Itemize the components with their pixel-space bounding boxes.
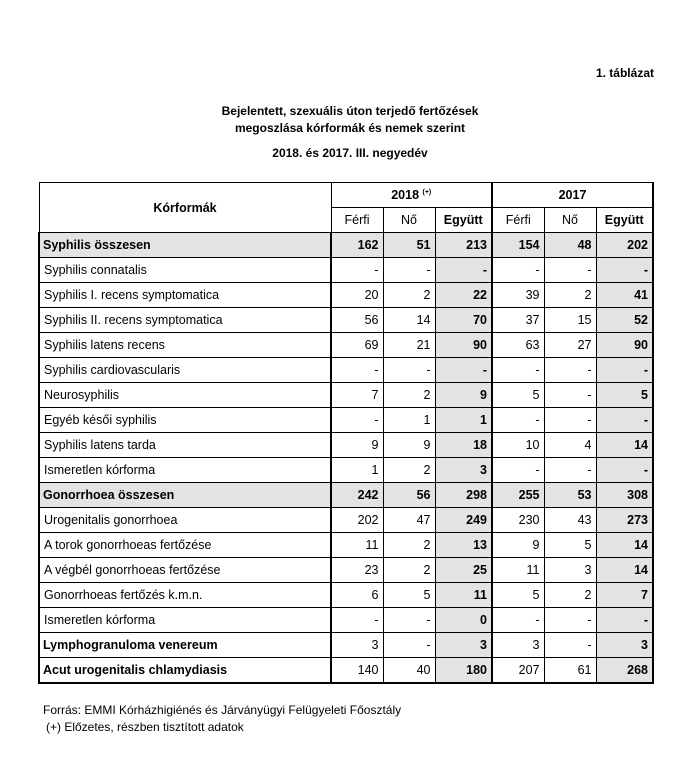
cell-2018-no: 56: [383, 483, 435, 508]
table-row: [39, 433, 653, 458]
cell-2017-ferfi: 9: [492, 533, 544, 558]
cell-2018-ferfi: -: [331, 258, 383, 283]
table-row: [39, 633, 653, 658]
cell-2017-ferfi: -: [492, 608, 544, 633]
cell-2017-ferfi: 3: [492, 633, 544, 658]
table-row: [39, 408, 653, 433]
table-row: [39, 508, 653, 533]
cell-2018-no: -: [383, 258, 435, 283]
table-row: [39, 458, 653, 483]
row-label: Syphilis connatalis: [39, 258, 331, 283]
table-body: [39, 233, 653, 684]
cell-2018-egyutt: 22: [435, 283, 492, 308]
cell-2018-ferfi: 20: [331, 283, 383, 308]
table-number: 1. táblázat: [595, 66, 654, 80]
footer-source: Forrás: EMMI Kórházhigiénés és Járványügyi Felügyeleti Főosztály: [43, 703, 402, 717]
table-row: [39, 558, 653, 583]
cell-2017-no: 2: [544, 583, 596, 608]
cell-2018-ferfi: -: [331, 408, 383, 433]
cell-2018-egyutt: -: [435, 358, 492, 383]
cell-2017-egyutt: 14: [596, 533, 653, 558]
cell-2017-ferfi: 5: [492, 383, 544, 408]
cell-2017-egyutt: -: [596, 458, 653, 483]
table-row: [39, 233, 653, 258]
cell-2017-egyutt: -: [596, 408, 653, 433]
cell-2017-egyutt: 14: [596, 433, 653, 458]
cell-2017-egyutt: 90: [596, 333, 653, 358]
cell-2017-egyutt: 7: [596, 583, 653, 608]
cell-2018-ferfi: 7: [331, 383, 383, 408]
table-row: [39, 608, 653, 633]
row-label: Syphilis cardiovascularis: [39, 358, 331, 383]
cell-2018-egyutt: 180: [435, 658, 492, 684]
table-row: [39, 283, 653, 308]
cell-2017-no: 43: [544, 508, 596, 533]
cell-2018-ferfi: 1: [331, 458, 383, 483]
table-row: [39, 483, 653, 508]
cell-2018-no: 9: [383, 433, 435, 458]
cell-2017-ferfi: 11: [492, 558, 544, 583]
cell-2018-no: 2: [383, 283, 435, 308]
header-year-2018: [331, 183, 492, 208]
row-label: Urogenitalis gonorrhoea: [39, 508, 331, 533]
table-row: [39, 358, 653, 383]
cell-2017-no: 4: [544, 433, 596, 458]
row-label: Ismeretlen kórforma: [39, 458, 331, 483]
cell-2017-egyutt: 202: [596, 233, 653, 258]
cell-2017-egyutt: 273: [596, 508, 653, 533]
cell-2018-no: 2: [383, 533, 435, 558]
cell-2017-ferfi: 230: [492, 508, 544, 533]
cell-2018-no: 21: [383, 333, 435, 358]
row-label: Neurosyphilis: [39, 383, 331, 408]
cell-2017-egyutt: 3: [596, 633, 653, 658]
cell-2018-ferfi: -: [331, 608, 383, 633]
cell-2018-ferfi: 23: [331, 558, 383, 583]
cell-2017-no: 48: [544, 233, 596, 258]
row-label: Acut urogenitalis chlamydiasis: [39, 658, 331, 684]
cell-2017-no: 2: [544, 283, 596, 308]
cell-2017-ferfi: -: [492, 458, 544, 483]
cell-2018-ferfi: 69: [331, 333, 383, 358]
cell-2018-egyutt: 13: [435, 533, 492, 558]
row-label: Gonorrhoeas fertőzés k.m.n.: [39, 583, 331, 608]
cell-2017-no: 27: [544, 333, 596, 358]
cell-2018-egyutt: 0: [435, 608, 492, 633]
row-label: A torok gonorrhoeas fertőzése: [39, 533, 331, 558]
cell-2017-ferfi: -: [492, 358, 544, 383]
cell-2018-egyutt: 1: [435, 408, 492, 433]
cell-2017-no: -: [544, 608, 596, 633]
cell-2018-egyutt: 18: [435, 433, 492, 458]
header-year-2018-mark: (+): [422, 189, 432, 196]
footer-note: (+) Előzetes, részben tisztított adatok: [46, 720, 244, 734]
cell-2018-no: 14: [383, 308, 435, 333]
row-label: Syphilis latens tarda: [39, 433, 331, 458]
cell-2018-no: -: [383, 633, 435, 658]
cell-2017-egyutt: -: [596, 258, 653, 283]
table-row: [39, 383, 653, 408]
cell-2017-no: 53: [544, 483, 596, 508]
table-row: [39, 533, 653, 558]
cell-2018-ferfi: -: [331, 358, 383, 383]
cell-2018-egyutt: 11: [435, 583, 492, 608]
cell-2017-ferfi: 154: [492, 233, 544, 258]
cell-2017-no: -: [544, 258, 596, 283]
row-label: Syphilis II. recens symptomatica: [39, 308, 331, 333]
header-2018-egyutt: Együtt: [435, 208, 492, 233]
cell-2018-no: 2: [383, 558, 435, 583]
cell-2017-egyutt: 5: [596, 383, 653, 408]
table-row: [39, 308, 653, 333]
cell-2018-no: 51: [383, 233, 435, 258]
table-title: [0, 103, 700, 137]
cell-2017-ferfi: 39: [492, 283, 544, 308]
cell-2018-no: -: [383, 608, 435, 633]
cell-2017-egyutt: 308: [596, 483, 653, 508]
cell-2017-egyutt: 41: [596, 283, 653, 308]
cell-2018-no: 2: [383, 383, 435, 408]
header-2017-ferfi: Férfi: [492, 208, 544, 233]
cell-2018-egyutt: 3: [435, 458, 492, 483]
table-row: [39, 658, 653, 684]
cell-2018-ferfi: 202: [331, 508, 383, 533]
header-2017-no: Nő: [544, 208, 596, 233]
cell-2018-egyutt: 70: [435, 308, 492, 333]
header-2017-egyutt: Együtt: [596, 208, 653, 233]
cell-2018-egyutt: -: [435, 258, 492, 283]
cell-2018-no: 5: [383, 583, 435, 608]
row-label: Ismeretlen kórforma: [39, 608, 331, 633]
header-year-2018-text: 2018: [391, 188, 420, 202]
cell-2018-no: 40: [383, 658, 435, 684]
cell-2017-ferfi: -: [492, 258, 544, 283]
cell-2017-egyutt: 268: [596, 658, 653, 684]
cell-2018-egyutt: 213: [435, 233, 492, 258]
row-label: Syphilis latens recens: [39, 333, 331, 358]
cell-2017-ferfi: -: [492, 408, 544, 433]
cell-2017-no: 5: [544, 533, 596, 558]
cell-2018-egyutt: 249: [435, 508, 492, 533]
cell-2017-ferfi: 10: [492, 433, 544, 458]
cell-2018-ferfi: 9: [331, 433, 383, 458]
cell-2017-ferfi: 207: [492, 658, 544, 684]
cell-2017-egyutt: 14: [596, 558, 653, 583]
cell-2017-egyutt: -: [596, 608, 653, 633]
header-korformak: Kórformák: [39, 183, 331, 233]
cell-2017-no: 61: [544, 658, 596, 684]
cell-2018-no: 2: [383, 458, 435, 483]
table-row: [39, 258, 653, 283]
cell-2017-egyutt: -: [596, 358, 653, 383]
cell-2018-egyutt: 3: [435, 633, 492, 658]
row-label: Lymphogranuloma venereum: [39, 633, 331, 658]
cell-2018-ferfi: 242: [331, 483, 383, 508]
row-label: Gonorrhoea összesen: [39, 483, 331, 508]
row-label: A végbél gonorrhoeas fertőzése: [39, 558, 331, 583]
cell-2018-ferfi: 140: [331, 658, 383, 684]
header-2018-ferfi: Férfi: [331, 208, 383, 233]
statistics-table: [38, 182, 654, 684]
cell-2017-egyutt: 52: [596, 308, 653, 333]
header-2018-no: Nő: [383, 208, 435, 233]
cell-2017-no: -: [544, 358, 596, 383]
cell-2017-ferfi: 5: [492, 583, 544, 608]
cell-2017-ferfi: 63: [492, 333, 544, 358]
title-line-2: megoszlása kórformák és nemek szerint: [234, 121, 466, 135]
row-label: Syphilis összesen: [39, 233, 331, 258]
cell-2018-ferfi: 3: [331, 633, 383, 658]
cell-2017-no: 3: [544, 558, 596, 583]
cell-2018-egyutt: 90: [435, 333, 492, 358]
cell-2018-egyutt: 298: [435, 483, 492, 508]
cell-2018-ferfi: 11: [331, 533, 383, 558]
cell-2017-no: -: [544, 633, 596, 658]
cell-2018-no: 47: [383, 508, 435, 533]
cell-2018-no: 1: [383, 408, 435, 433]
cell-2018-ferfi: 56: [331, 308, 383, 333]
cell-2017-no: -: [544, 408, 596, 433]
cell-2017-ferfi: 255: [492, 483, 544, 508]
footer: [43, 702, 401, 736]
table-row: [39, 333, 653, 358]
table-period: 2018. és 2017. III. negyedév: [272, 146, 428, 160]
cell-2018-ferfi: 162: [331, 233, 383, 258]
cell-2018-ferfi: 6: [331, 583, 383, 608]
cell-2018-no: -: [383, 358, 435, 383]
cell-2017-no: 15: [544, 308, 596, 333]
cell-2018-egyutt: 25: [435, 558, 492, 583]
cell-2017-no: -: [544, 458, 596, 483]
cell-2017-no: -: [544, 383, 596, 408]
title-line-1: Bejelentett, szexuális úton terjedő fertőzések: [221, 104, 479, 118]
header-year-2017: 2017: [492, 183, 653, 208]
row-label: Egyéb késői syphilis: [39, 408, 331, 433]
row-label: Syphilis I. recens symptomatica: [39, 283, 331, 308]
table-row: [39, 583, 653, 608]
cell-2017-ferfi: 37: [492, 308, 544, 333]
cell-2018-egyutt: 9: [435, 383, 492, 408]
